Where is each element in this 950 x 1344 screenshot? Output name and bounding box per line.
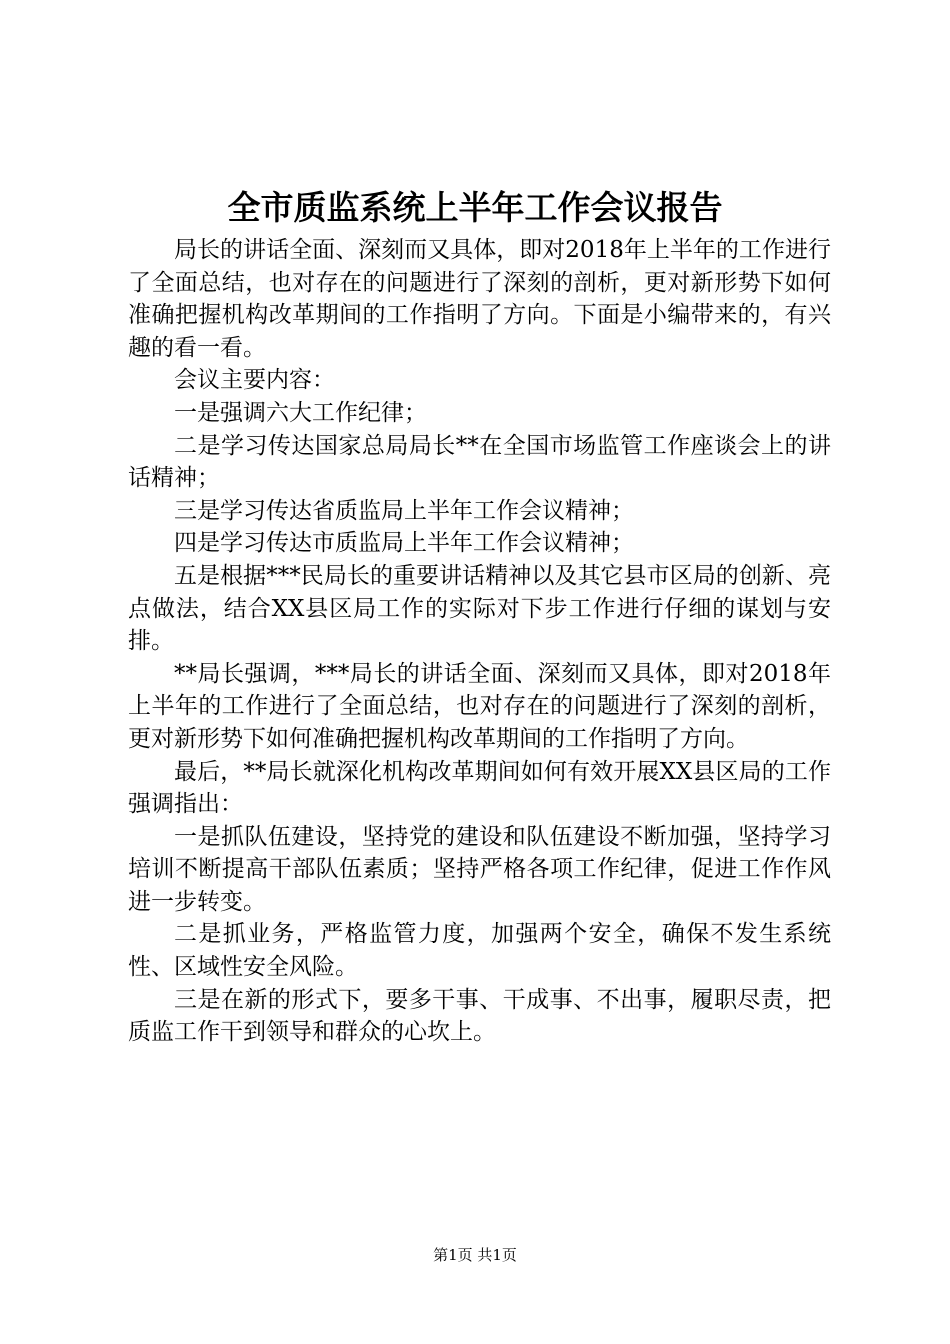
paragraph-meeting-content-heading: 会议主要内容：	[174, 367, 335, 394]
paragraph-point-3: 三是在新的形式下，要多干事、干成事、不出事，履职尽责，把质监工作干到领导和群众的心坎上。	[128, 986, 831, 1046]
paragraph-point-2: 二是抓业务，严格监管力度，加强两个安全，确保不发生系统性、区域性安全风险。	[128, 921, 831, 981]
document-body	[128, 234, 831, 1049]
page-number-footer: 第1页 共1页	[433, 1246, 517, 1264]
paragraph-item-4: 四是学习传达市质监局上半年工作会议精神；	[174, 530, 634, 557]
paragraph-item-5: 五是根据***民局长的重要讲话精神以及其它县市区局的创新、亮点做法，结合XX县区局工作的实际对下步工作进行仔细的谋划与安排。	[128, 562, 831, 655]
paragraph-item-3: 三是学习传达省质监局上半年工作会议精神；	[174, 497, 634, 524]
document-title: 全市质监系统上半年工作会议报告	[227, 188, 723, 227]
paragraph-emphasis: **局长强调，***局长的讲话全面、深刻而又具体，即对2018年上半年的工作进行了全面总结，也对存在的问题进行了深刻的剖析，更对新形势下如何准确把握机构改革期间的工作指明了方向。	[128, 660, 831, 752]
paragraph-finally: 最后，**局长就深化机构改革期间如何有效开展XX县区局的工作强调指出：	[128, 758, 831, 818]
paragraph-intro: 局长的讲话全面、深刻而又具体，即对2018年上半年的工作进行了全面总结，也对存在的问题进行了深刻的剖析，更对新形势下如何准确把握机构改革期间的工作指明了方向。下面是小编带来的，有兴趣的看一看。	[128, 237, 831, 361]
paragraph-item-1: 一是强调六大工作纪律；	[174, 399, 427, 426]
paragraph-item-2: 二是学习传达国家总局局长**在全国市场监管工作座谈会上的讲话精神；	[128, 432, 831, 492]
paragraph-point-1: 一是抓队伍建设，坚持党的建设和队伍建设不断加强，坚持学习培训不断提高干部队伍素质；坚持严格各项工作纪律，促进工作作风进一步转变。	[128, 823, 831, 915]
